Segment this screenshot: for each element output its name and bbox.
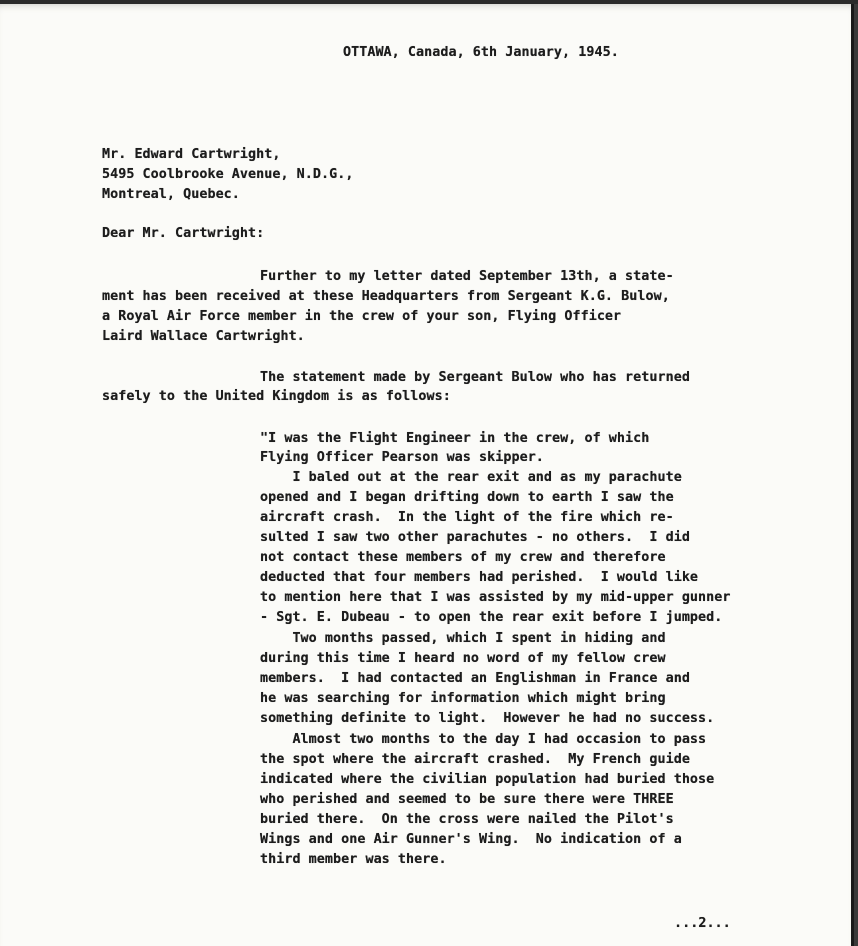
- quote-line: Wings and one Air Gunner's Wing. No indication of a: [260, 832, 682, 847]
- address-line-3: Montreal, Quebec.: [102, 187, 240, 202]
- quote-line: "I was the Flight Engineer in the crew, of which: [260, 431, 650, 446]
- address-line-2: 5495 Coolbrooke Avenue, N.D.G.,: [102, 167, 354, 182]
- quote-line: opened and I began drifting down to earth I saw the: [260, 490, 674, 505]
- quote-line: Two months passed, which I spent in hiding and: [260, 631, 666, 646]
- quote-line: not contact these members of my crew and therefore: [260, 550, 666, 565]
- address-line-1: Mr. Edward Cartwright,: [102, 147, 281, 162]
- quote-line: during this time I heard no word of my fellow crew: [260, 651, 666, 666]
- quote-line: something definite to light. However he had no success.: [260, 711, 715, 726]
- quote-line: members. I had contacted an Englishman in France and: [260, 671, 690, 686]
- quote-line: I baled out at the rear exit and as my parachute: [260, 470, 682, 485]
- quote-line: third member was there.: [260, 852, 447, 867]
- body-para1-line: ment has been received at these Headquarters from Sergeant K.G. Bulow,: [102, 289, 670, 304]
- quote-line: sulted I saw two other parachutes - no others. I did: [260, 530, 690, 545]
- quote-line: buried there. On the cross were nailed the Pilot's: [260, 812, 674, 827]
- dateline: OTTAWA, Canada, 6th January, 1945.: [343, 45, 619, 60]
- quote-line: Almost two months to the day I had occasion to pass: [260, 732, 707, 747]
- body-para2-line: safely to the United Kingdom is as follows:: [102, 389, 451, 404]
- quote-line: to mention here that I was assisted by my mid-upper gunner: [260, 590, 731, 605]
- quote-line: he was searching for information which might bring: [260, 691, 666, 706]
- body-para1-line: a Royal Air Force member in the crew of your son, Flying Officer: [102, 309, 622, 324]
- quote-line: - Sgt. E. Dubeau - to open the rear exit before I jumped.: [260, 610, 723, 625]
- quote-line: the spot where the aircraft crashed. My French guide: [260, 752, 690, 767]
- body-para1-line: Laird Wallace Cartwright.: [102, 329, 305, 344]
- quote-line: Flying Officer Pearson was skipper.: [260, 450, 544, 465]
- page-continuation-marker: ...2...: [674, 916, 731, 931]
- body-para2-line: The statement made by Sergeant Bulow who has returned: [260, 370, 690, 385]
- body-para1-line: Further to my letter dated September 13th, a state-: [260, 269, 674, 284]
- salutation: Dear Mr. Cartwright:: [102, 226, 265, 241]
- quote-line: who perished and seemed to be sure there were THREE: [260, 792, 674, 807]
- letter-page: [0, 4, 854, 946]
- quote-line: aircraft crash. In the light of the fire which re-: [260, 510, 674, 525]
- quote-line: deducted that four members had perished. I would like: [260, 570, 699, 585]
- quote-line: indicated where the civilian population had buried those: [260, 772, 715, 787]
